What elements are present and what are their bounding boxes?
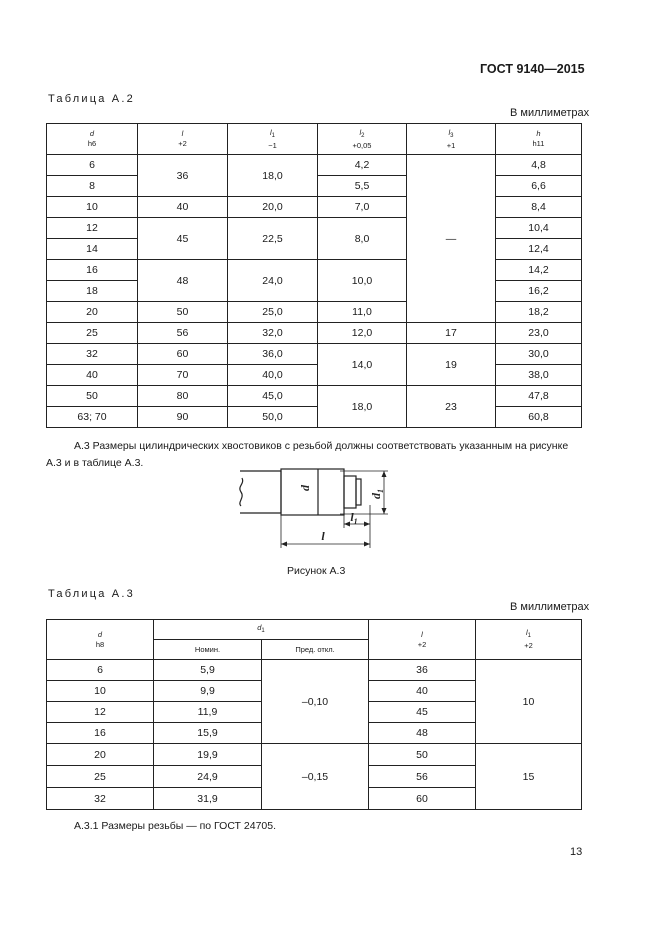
cell-l1: 18,0 (228, 155, 318, 197)
table-row (47, 197, 582, 218)
cell-l1: 15 (476, 744, 582, 810)
table-row (47, 218, 582, 239)
cell-d: 16 (47, 723, 154, 744)
cell-d1-nominal: 15,9 (154, 723, 262, 744)
header-d1-nominal: Номин. (154, 640, 262, 660)
cell-d: 12 (47, 218, 138, 239)
cell-d: 20 (47, 302, 138, 323)
cell-h: 47,8 (496, 386, 582, 407)
cell-h: 14,2 (496, 260, 582, 281)
cell-l3: 19 (407, 344, 496, 386)
cell-d: 8 (47, 176, 138, 197)
cell-d: 25 (47, 323, 138, 344)
table-row (47, 323, 582, 344)
cell-h: 16,2 (496, 281, 582, 302)
cell-d1-deviation: –0,15 (262, 744, 369, 810)
cell-d1-deviation: –0,10 (262, 660, 369, 744)
cell-l: 48 (138, 260, 228, 302)
cell-d: 18 (47, 281, 138, 302)
cell-h: 60,8 (496, 407, 582, 428)
cell-h: 10,4 (496, 218, 582, 239)
cell-h: 6,6 (496, 176, 582, 197)
cell-l: 36 (369, 660, 476, 681)
cell-d: 10 (47, 681, 154, 702)
note-a31: А.3.1 Размеры резьбы — по ГОСТ 24705. (74, 820, 277, 832)
cell-l: 40 (369, 681, 476, 702)
cell-l1: 24,0 (228, 260, 318, 302)
cell-h: 23,0 (496, 323, 582, 344)
header-l2: $l_2$ +0,05 (318, 124, 407, 155)
cell-d: 12 (47, 702, 154, 723)
cell-d: 63; 70 (47, 407, 138, 428)
cell-d1-nominal: 9,9 (154, 681, 262, 702)
cell-l: 45 (138, 218, 228, 260)
cell-d: 32 (47, 344, 138, 365)
table-a2-header-row (47, 124, 582, 155)
cell-d: 50 (47, 386, 138, 407)
figure-label-d: d (298, 485, 312, 491)
cell-l1: 36,0 (228, 344, 318, 365)
cell-l1: 32,0 (228, 323, 318, 344)
cell-l: 60 (138, 344, 228, 365)
cell-l2: 12,0 (318, 323, 407, 344)
table-row (47, 365, 582, 386)
cell-l1: 40,0 (228, 365, 318, 386)
cell-l: 56 (369, 766, 476, 788)
header-l1: $l_1$ +2 (476, 620, 582, 660)
cell-d: 20 (47, 744, 154, 766)
cell-l3: 17 (407, 323, 496, 344)
cell-l1: 20,0 (228, 197, 318, 218)
cell-l3: — (407, 155, 496, 323)
cell-l1: 22,5 (228, 218, 318, 260)
cell-l: 56 (138, 323, 228, 344)
table-row (47, 744, 582, 766)
cell-d: 16 (47, 260, 138, 281)
cell-d: 40 (47, 365, 138, 386)
cell-h: 4,8 (496, 155, 582, 176)
header-l: l +2 (369, 620, 476, 660)
cell-d: 25 (47, 766, 154, 788)
table-a3-header-row (47, 620, 582, 640)
cell-l: 50 (138, 302, 228, 323)
cell-l1: 25,0 (228, 302, 318, 323)
cell-l: 50 (369, 744, 476, 766)
cell-h: 12,4 (496, 239, 582, 260)
table-a3-units: В миллиметрах (510, 601, 590, 613)
cell-l2: 14,0 (318, 344, 407, 386)
table-row (47, 386, 582, 407)
cell-l2: 11,0 (318, 302, 407, 323)
cell-l2: 18,0 (318, 386, 407, 428)
table-a3-caption: Таблица А.3 (48, 588, 135, 600)
cell-l: 90 (138, 407, 228, 428)
header-d1: $d_1$ (154, 620, 369, 640)
cell-d: 10 (47, 197, 138, 218)
cell-l: 36 (138, 155, 228, 197)
standard-number: ГОСТ 9140—2015 (480, 62, 585, 76)
cell-d: 14 (47, 239, 138, 260)
cell-l2: 4,2 (318, 155, 407, 176)
cell-l1: 45,0 (228, 386, 318, 407)
cell-l3: 23 (407, 386, 496, 428)
cell-l2: 7,0 (318, 197, 407, 218)
cell-l: 40 (138, 197, 228, 218)
cell-h: 30,0 (496, 344, 582, 365)
cell-l: 70 (138, 365, 228, 386)
figure-a3-drawing (230, 466, 405, 552)
cell-l: 45 (369, 702, 476, 723)
table-row (47, 407, 582, 428)
cell-l1: 50,0 (228, 407, 318, 428)
figure-label-l: l (321, 529, 325, 543)
table-row (47, 302, 582, 323)
figure-label-l1: $l_1$ (350, 510, 358, 526)
table-row (47, 344, 582, 365)
cell-l1: 10 (476, 660, 582, 744)
header-h: h h11 (496, 124, 582, 155)
table-a2-caption: Таблица А.2 (48, 93, 135, 105)
header-l: l +2 (138, 124, 228, 155)
cell-h: 18,2 (496, 302, 582, 323)
cell-l: 48 (369, 723, 476, 744)
table-a3 (46, 619, 582, 810)
figure-caption: Рисунок А.3 (287, 565, 346, 577)
cell-l: 80 (138, 386, 228, 407)
cell-l: 60 (369, 788, 476, 810)
figure-label-d1: $d_1$ (369, 489, 385, 499)
cell-l2: 5,5 (318, 176, 407, 197)
table-a2 (46, 123, 582, 428)
header-l3: $l_3$ +1 (407, 124, 496, 155)
cell-l2: 8,0 (318, 218, 407, 260)
page-number: 13 (570, 846, 583, 858)
cell-d: 32 (47, 788, 154, 810)
cell-d: 6 (47, 660, 154, 681)
table-row (47, 260, 582, 281)
table-a2-units: В миллиметрах (510, 107, 590, 119)
table-row (47, 155, 582, 176)
header-d: d h8 (47, 620, 154, 660)
cell-d1-nominal: 31,9 (154, 788, 262, 810)
header-d1-deviation: Пред. откл. (262, 640, 369, 660)
cell-d1-nominal: 5,9 (154, 660, 262, 681)
header-l1: $l_1$ −1 (228, 124, 318, 155)
table-row (47, 660, 582, 681)
cell-h: 8,4 (496, 197, 582, 218)
paragraph-a3: А.3 Размеры цилиндрических хвостовиков с резьбой должны соответствовать указанным на рисунке А.3 и в таблице А.3. (46, 440, 569, 469)
cell-d1-nominal: 24,9 (154, 766, 262, 788)
cell-h: 38,0 (496, 365, 582, 386)
cell-d1-nominal: 19,9 (154, 744, 262, 766)
cell-d1-nominal: 11,9 (154, 702, 262, 723)
cell-l2: 10,0 (318, 260, 407, 302)
header-d: d h6 (47, 124, 138, 155)
cell-d: 6 (47, 155, 138, 176)
